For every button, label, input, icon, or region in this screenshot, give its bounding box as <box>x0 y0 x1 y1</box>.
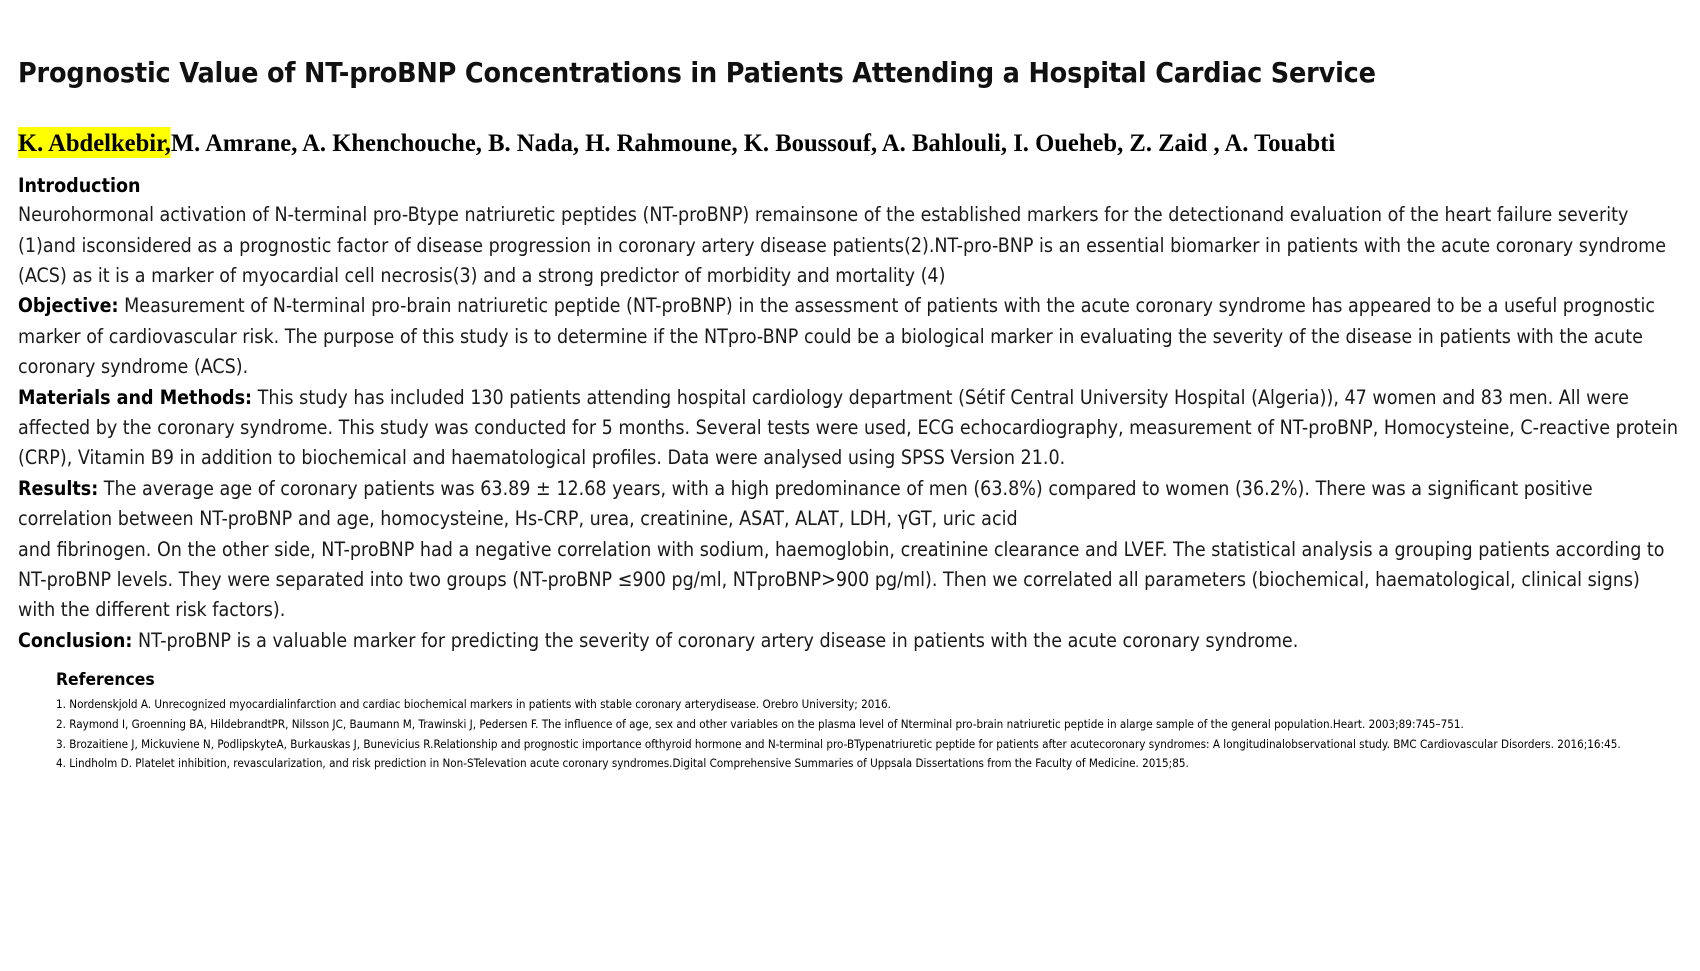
highlighted-author: K. Abdelkebir, <box>18 128 171 158</box>
section-text-introduction: Neurohormonal activation of N-terminal pro-Btype natriuretic peptides (NT-proBNP) remainsone of the established markers for the detectionand evaluation of the heart failure severity (1)and isconsidered as a prognostic factor of disease progression in coronary artery disease patients(2).NT-pro-BNP is an essential biomarker in patients with the acute coronary syndrome (ACS) as it is a marker of myocardial cell necrosis(3) and a strong predictor of morbidity and mortality (4) <box>18 203 1667 287</box>
section-heading-introduction: Introduction <box>18 173 141 197</box>
reference-item: 1. Nordenskjold A. Unrecognized myocardialinfarction and cardiac biochemical markers in patients with stable coronary arterydisease. Orebro University; 2016. <box>56 697 891 712</box>
section-label-conclusion: Conclusion: <box>18 628 133 652</box>
section-objective <box>18 291 1682 382</box>
section-text-results-part2: and fibrinogen. On the other side, NT-proBNP had a negative correlation with sodium, haemoglobin, creatinine clearance and LVEF. The statistical analysis a grouping patients according to NT-proBNP levels. They were separated into two groups (NT-proBNP ≤900 pg/ml, NTproBNP>900 pg/ml). Then we correlated all parameters (biochemical, haematological, clinical signs) with the different risk factors). <box>18 537 1665 622</box>
reference-item: 4. Lindholm D. Platelet inhibition, revascularization, and risk prediction in Non-STelevation acute coronary syndromes.Digital Comprehensive Summaries of Uppsala Dissertations from the Faculty of Medicine. 2015;85. <box>56 756 1189 771</box>
references-section <box>18 670 1682 772</box>
author-list-rest: M. Amrane, A. Khenchouche, B. Nada, H. Rahmoune, K. Boussouf, A. Bahlouli, I. Oueheb, Z. Zaid , A. Touabti <box>170 128 1336 158</box>
section-conclusion <box>18 626 1682 656</box>
section-text-conclusion: NT-proBNP is a valuable marker for predicting the severity of coronary artery disease in patients with the acute coronary syndrome. <box>137 628 1299 652</box>
reference-item: 2. Raymond I, Groenning BA, HildebrandtPR, Nilsson JC, Baumann M, Trawinski J, Pedersen F. The influence of age, sex and other variables on the plasma level of Nterminal pro-brain natriuretic peptide in alarge sample of the general population.Heart. 2003;89:745–751. <box>56 716 1464 731</box>
references-heading: References <box>56 670 155 691</box>
section-label-objective: Objective: <box>18 294 119 318</box>
section-text-results-part1: The average age of coronary patients was 63.89 ± 12.68 years, with a high predominance of men (63.8%) compared to women (36.2%). There was a significant positive correlation between NT-proBNP and age, homocysteine, Hs-CRP, urea, creatinine, ASAT, ALAT, LDH, γGT, uric acid <box>18 476 1593 531</box>
section-results <box>18 474 1682 626</box>
page-title: Prognostic Value of NT-proBNP Concentrations in Patients Attending a Hospital Cardiac Service <box>18 57 1376 89</box>
section-label-materials-and-methods: Materials and Methods: <box>18 385 253 409</box>
section-text-objective: Measurement of N-terminal pro-brain natriuretic peptide (NT-proBNP) in the assessment of patients with the acute coronary syndrome has appeared to be a useful prognostic marker of cardiovascular risk. The purpose of this study is to determine if the NTpro-BNP could be a biological marker in evaluating the severity of the disease in patients with the acute coronary syndrome (ACS). <box>18 294 1656 379</box>
section-text-materials-and-methods: This study has included 130 patients attending hospital cardiology department (Sétif Central University Hospital (Algeria)), 47 women and 83 men. All were affected by the coronary syndrome. This study was conducted for 5 months. Several tests were used, ECG echocardiography, measurement of NT-proBNP, Homocysteine, C-reactive protein (CRP), Vitamin B9 in addition to biochemical and haematological profiles. Data were analysed using SPSS Version 21.0. <box>18 385 1678 470</box>
section-label-results: Results: <box>18 476 99 500</box>
reference-item: 3. Brozaitiene J, Mickuviene N, PodlipskyteA, Burkauskas J, Bunevicius R.Relationship and prognostic importance ofthyroid hormone and N-terminal pro-BTypenatriuretic peptide for patients after acutecoronary syndromes: A longitudinalobservational study. BMC Cardiovascular Disorders. 2016;16:45. <box>56 736 1621 751</box>
abstract-body <box>18 171 1682 657</box>
section-materials-and-methods <box>18 383 1682 474</box>
author-list <box>18 88 1624 157</box>
